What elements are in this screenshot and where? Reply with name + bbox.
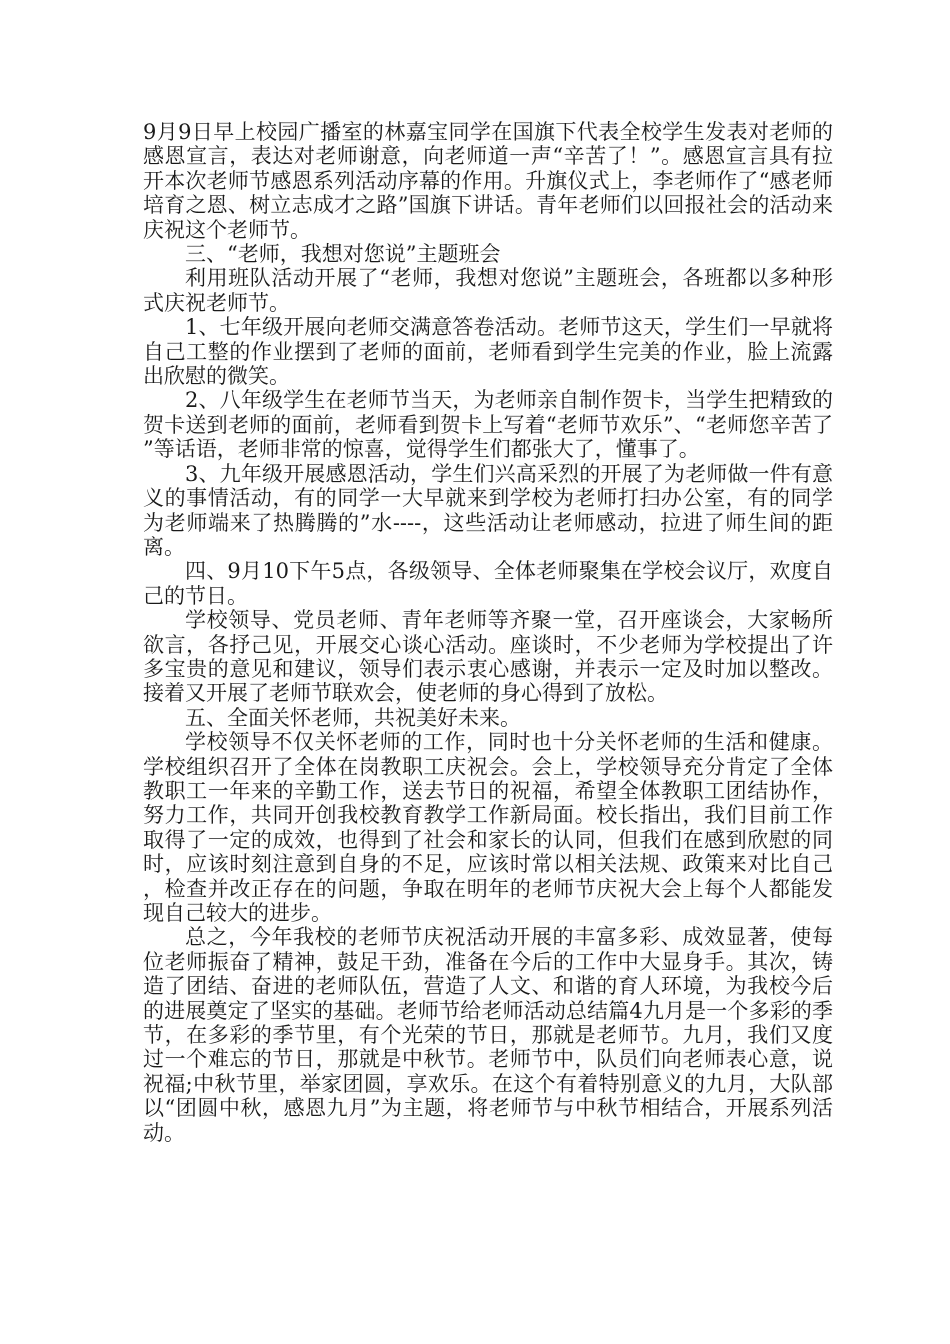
paragraph-grade-8: 2、八年级学生在老师节当天，为老师亲自制作贺卡，当学生把精致的贺卡送到老师的面前，老师看到贺卡上写着“老师节欢乐”、“老师您辛苦了”等话语，老师非常的惊喜，觉得学生们都张大了，懂事了。 bbox=[143, 388, 833, 462]
section-heading-3: 三、“老师，我想对您说”主题班会 bbox=[185, 242, 501, 267]
paragraph-summary: 总之，今年我校的老师节庆祝活动开展的丰富多彩、成效显著，使每位老师振奋了精神，鼓足干劲，准备在今后的工作中大显身手。其次，铸造了团结、奋进的老师队伍，营造了人文、和谐的育人环境，为我校今后的进展奠定了坚实的基础。老师节给老师活动总结篇4九月是一个多彩的季节，在多彩的季节里，有个光荣的节日，那就是老师节。九月，我们又度过一个难忘的节日，那就是中秋节。老师节中，队员们向老师表心意，说祝福;中秋节里，举家团圆，享欢乐。在这个有着特别意义的九月，大队部以“团圆中秋，感恩九月”为主题，将老师节与中秋节相结合，开展系列活动。 bbox=[143, 925, 833, 1145]
paragraph-care: 学校领导不仅关怀老师的工作，同时也十分关怀老师的生活和健康。学校组织召开了全体在岗教职工庆祝会。会上，学校领导充分肯定了全体教职工一年来的辛勤工作，送去节日的祝福，希望全体教职工团结协作，努力工作，共同开创我校教育教学工作新局面。校长指出，我们目前工作取得了一定的成效，也得到了社会和家长的认同，但我们在感到欣慰的同时，应该时刻注意到自身的不足，应该时常以相关法规、政策来对比自己，检查并改正存在的问题，争取在明年的老师节庆祝大会上每个人都能发现自己较大的进步。 bbox=[143, 730, 833, 925]
section-heading-5: 五、全面关怀老师，共祝美好未来。 bbox=[185, 705, 521, 730]
paragraph-grade-7: 1、七年级开展向老师交满意答卷活动。老师节这天，学生们一早就将自己工整的作业摆到了老师的面前，老师看到学生完美的作业，脸上流露出欣慰的微笑。 bbox=[143, 315, 833, 389]
paragraph-forum: 学校领导、党员老师、青年老师等齐聚一堂，召开座谈会，大家畅所欲言，各抒己见，开展交心谈心活动。座谈时，不少老师为学校提出了许多宝贵的意见和建议，领导们表示衷心感谢，并表示一定及时加以整改。接着又开展了老师节联欢会，使老师的身心得到了放松。 bbox=[143, 608, 833, 706]
paragraph-opening: 9月9日早上校园广播室的林嘉宝同学在国旗下代表全校学生发表对老师的感恩宣言，表达对老师谢意，向老师道一声“辛苦了！”。感恩宣言具有拉开本次老师节感恩系列活动序幕的作用。升旗仪式上，李老师作了“感老师培育之恩、树立志成才之路”国旗下讲话。青年老师们以回报社会的活动来庆祝这个老师节。 bbox=[143, 120, 833, 242]
document-page bbox=[143, 120, 833, 1145]
paragraph-grade-9: 3、九年级开展感恩活动，学生们兴高采烈的开展了为老师做一件有意义的事情活动，有的同学一大早就来到学校为老师打扫办公室，有的同学为老师端来了热腾腾的”水----，这些活动让老师感动，拉进了师生间的距离。 bbox=[143, 461, 833, 559]
paragraph-class-meeting: 利用班队活动开展了“老师，我想对您说”主题班会，各班都以多种形式庆祝老师节。 bbox=[143, 266, 833, 315]
section-heading-4: 四、9月10下午5点，各级领导、全体老师聚集在学校会议厅，欢度自己的节日。 bbox=[143, 559, 833, 608]
